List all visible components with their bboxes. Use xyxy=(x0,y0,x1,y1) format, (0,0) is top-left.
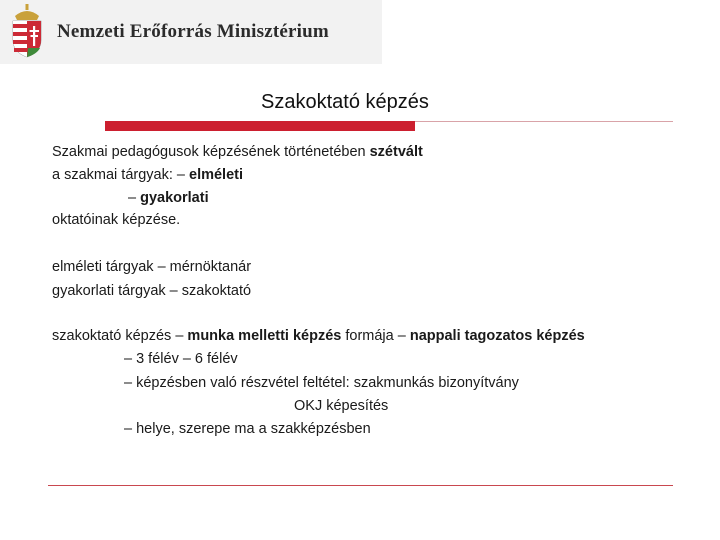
text-line: – 3 félév – 6 félév xyxy=(124,351,238,367)
text-line: gyakorlati tárgyak – szakoktató xyxy=(52,283,252,299)
text-line: a szakmai tárgyak: – elméleti xyxy=(52,167,243,183)
slide-title: Szakoktató képzés xyxy=(261,91,429,113)
text-line: Szakmai pedagógusok képzésének történetében szétvált xyxy=(52,144,423,160)
text-line: elméleti tárgyak – mérnöktanár xyxy=(52,259,252,275)
text-line: OKJ képesítés xyxy=(294,398,389,414)
title-thin-rule xyxy=(415,121,673,122)
text-line: szakoktató képzés – munka melletti képzés formája – nappali tagozatos képzés xyxy=(52,328,585,344)
text-line: – helye, szerepe ma a szakképzésben xyxy=(124,421,371,437)
footer-rule xyxy=(48,485,673,486)
ministry-header xyxy=(0,0,382,64)
title-red-rule xyxy=(105,121,415,131)
ministry-name: Nemzeti Erőforrás Minisztérium xyxy=(57,21,329,42)
text-line: – képzésben való részvétel feltétel: szakmunkás bizonyítvány xyxy=(124,375,519,391)
hungarian-coat-of-arms-icon xyxy=(10,4,44,58)
text-line: – gyakorlati xyxy=(128,190,209,206)
text-line: oktatóinak képzése. xyxy=(52,212,181,228)
